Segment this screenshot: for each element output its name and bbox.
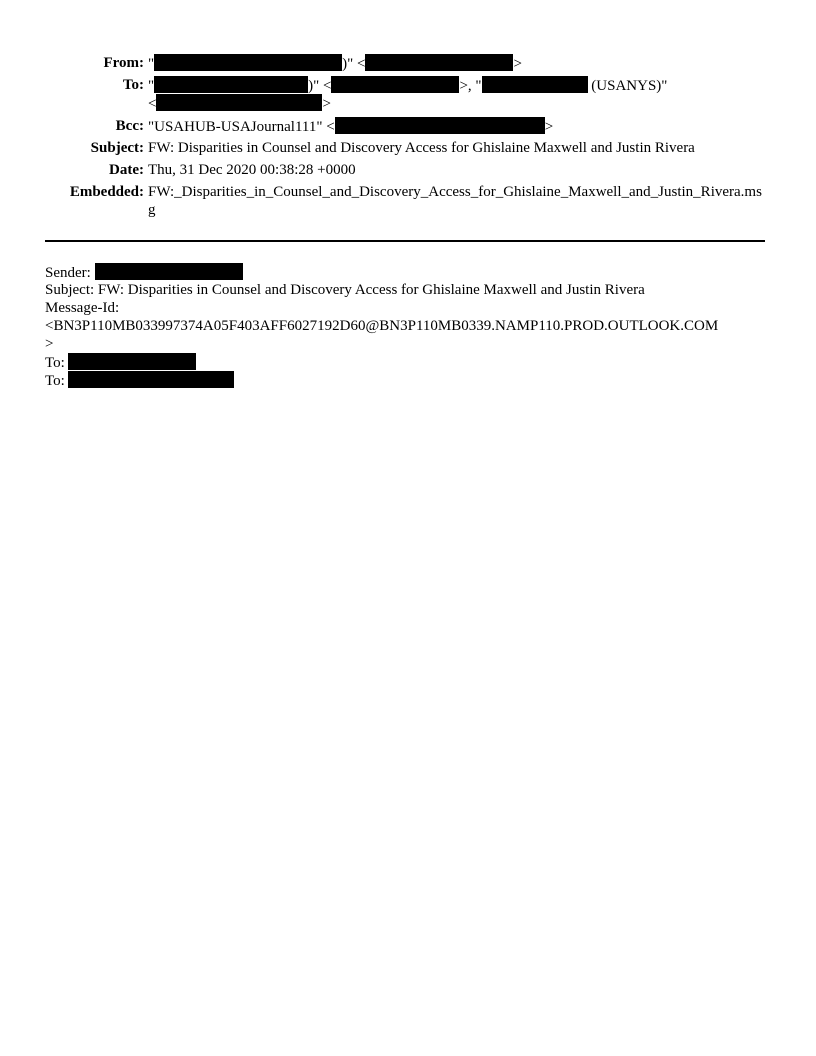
quote-text: " (148, 56, 155, 72)
bracket-text: )" < (308, 78, 332, 94)
usanys-text: (USANYS)" (587, 78, 668, 94)
message-id-label: Message-Id: (45, 300, 120, 316)
bcc-name-text: "USAHUB-USAJournal111" < (148, 119, 335, 135)
to-label: To: (122, 77, 144, 93)
subject-value: FW: Disparities in Counsel and Discovery Access for Ghislaine Maxwell and Justin Rivera (148, 140, 695, 156)
bracket-text: )" < (342, 56, 366, 72)
bcc-label: Bcc: (115, 118, 144, 134)
quote-text: " (148, 78, 155, 94)
from-value (148, 54, 768, 73)
embedded-label: Embedded: (69, 184, 144, 200)
redaction-block (68, 371, 234, 388)
to-label: To: (45, 355, 65, 371)
bracket-text: > (513, 56, 522, 72)
redaction-block (365, 54, 513, 71)
body-subject-line: Subject: FW: Disparities in Counsel and Discovery Access for Ghislaine Maxwell and Justin Rivera (45, 282, 645, 298)
sender-label: Sender: (45, 265, 91, 281)
redaction-block (68, 353, 196, 370)
message-id-end: > (45, 336, 54, 352)
from-label: From: (103, 55, 144, 71)
redaction-block (331, 76, 459, 93)
to-label: To: (45, 373, 65, 389)
to-value (148, 76, 768, 95)
bracket-text: > (544, 119, 554, 135)
redaction-block (156, 94, 322, 111)
message-body (45, 263, 770, 389)
bracket-text: < (148, 96, 157, 112)
redaction-block (335, 117, 545, 134)
redaction-block (482, 76, 588, 93)
to-line-1 (45, 353, 770, 371)
sender-line (45, 263, 770, 281)
redaction-block (154, 54, 342, 71)
to-line-2 (45, 371, 770, 389)
date-value: Thu, 31 Dec 2020 00:38:28 +0000 (148, 162, 356, 178)
bracket-text: > (322, 96, 331, 112)
to-value-continued (148, 94, 768, 113)
redaction-block (154, 76, 308, 93)
date-label: Date: (109, 162, 144, 178)
bracket-text: >, " (459, 78, 482, 94)
bcc-value (148, 117, 768, 136)
message-id-value: <BN3P110MB033997374A05F403AFF6027192D60@BN3P110MB0339.NAMP110.PROD.OUTLOOK.COM (45, 318, 719, 334)
subject-label: Subject: (90, 140, 144, 156)
embedded-value: FW:_Disparities_in_Counsel_and_Discovery_Access_for_Ghislaine_Maxwell_and_Justin_Rivera.msg (148, 184, 762, 218)
divider-line (45, 240, 765, 242)
redaction-block (95, 263, 243, 280)
